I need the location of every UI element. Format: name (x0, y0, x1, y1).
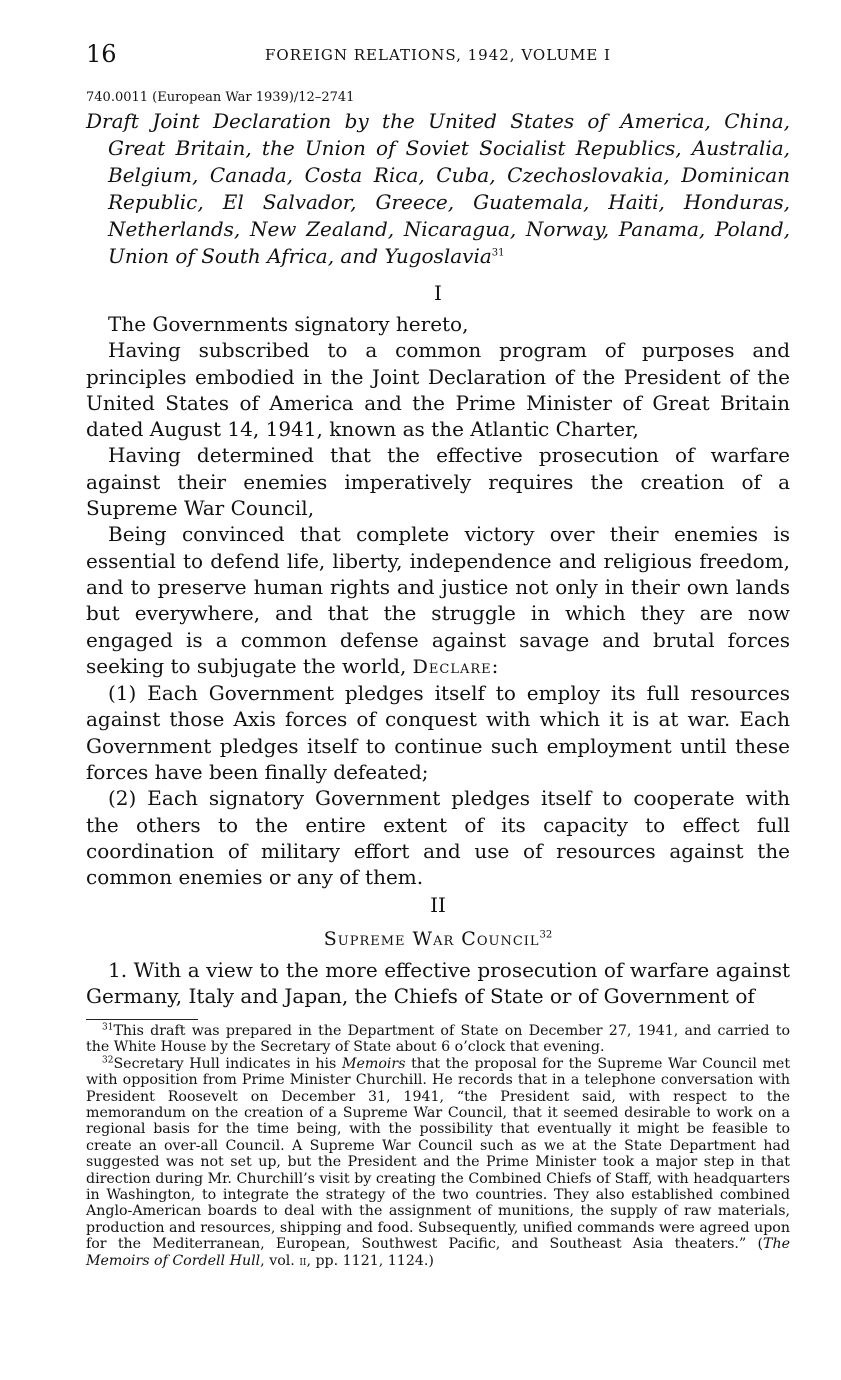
footnote-text-main: that the proposal for the Supreme War Council met with opposition from Prime Minister Churchill. He records that in a telephone conversation with President Roosevelt on December 31, 1941, “the President said, with respect to the memorandum on the creation of a Supreme War Council, that it seemed desirable to work on a regional basis for the time being, with the possibility that eventually it might be feasible to create an over-all Council. A Supreme War Council such as we at the State Department had suggested was not set up, but the President and the Prime Minister took a major step in that direction during Mr. Churchill’s visit by creating the Combined Chiefs of Staff, with headquarters in Washington, to integrate the strategy of the two countries. They also established combined Anglo-American boards to deal with the assignment of munitions, the supply of raw materials, production and resources, shipping and food. Subsequently, unified commands were agreed upon for the Mediterranean, European, Southwest Pacific, and Southeast Asia theaters.” ( (86, 1055, 791, 1253)
citation-pages: , pp. 1121, 1124.) (306, 1252, 434, 1269)
footnote-32 (86, 1056, 790, 1270)
footnotes (86, 1023, 790, 1270)
paragraph (86, 521, 790, 680)
paragraph: Having subscribed to a common program of purposes and principles embodied in the Joint Declaration of the President of the United States of America and the Prime Minister of Great Britain dated August 14, 1941, known as the Atlantic Charter, (86, 338, 790, 442)
section-heading-i: I (434, 281, 442, 305)
paragraph: The Governments signatory hereto, (108, 312, 469, 336)
running-title: FOREIGN RELATIONS, 1942, VOLUME I (265, 46, 611, 64)
document-title (86, 108, 790, 270)
footnote-ref-32: 32 (539, 929, 553, 941)
section-subheading (86, 926, 790, 950)
page-number: 16 (86, 40, 117, 68)
footnote-text: This draft was prepared in the Department of State on December 27, 1941, and carried to the White House by the Secretary of State about 6 o’clock that evening. (86, 1023, 790, 1056)
citation-title: The Memoirs of Cordell Hull (86, 1236, 790, 1269)
clause-1: (1) Each Government pledges itself to employ its full resources against those Axis forces of conquest with which it is at war. Each Government pledges itself to continue such employment until these forces have been finally defeated; (86, 681, 790, 785)
clause-2: (2) Each signatory Government pledges itself to cooperate with the others to the entire extent of its capacity to effect full coordination of military effort and use of resources against the common enemies or any of them. (86, 786, 790, 890)
declare-colon: : (491, 653, 499, 678)
subheading-text: Supreme War Council (323, 928, 540, 950)
citation-rest: , vol. (260, 1252, 300, 1269)
section-two-body (86, 957, 790, 1010)
section-one-body (86, 311, 790, 891)
footnote-text: Secretary Hull indicates in his (113, 1055, 337, 1072)
paragraph: Having determined that the effective prosecution of warfare against their enemies imperatively requires the creation of a Supreme War Council, (86, 443, 790, 521)
footnote-number: 31 (102, 1022, 114, 1033)
declare-word: Declare (412, 655, 492, 678)
paragraph: 1. With a view to the more effective prosecution of warfare against Germany, Italy and Japan, the Chiefs of State or of Government of (86, 958, 790, 1009)
title-text: Draft Joint Declaration by the United States of America, China, Great Britain, the Union of Soviet Socialist Republics, Australia, Belgium, Canada, Costa Rica, Cuba, Czechoslovakia, Dominican Republic, El Salvador, Greece, Guatemala, Haiti, Honduras, Netherlands, New Zealand, Nicaragua, Norway, Panama, Poland, Union of South Africa, and Yugoslavia (86, 109, 790, 268)
citation-volume: ii (299, 1253, 307, 1269)
footnote-number: 32 (102, 1055, 114, 1066)
footnote-divider (86, 1019, 198, 1020)
page-header (86, 40, 790, 70)
paragraph-text: Being convinced that complete victory over their enemies is essential to defend life, liberty, independence and religious freedom, and to preserve human rights and justice not only in their own lands but everywhere, and that the struggle in which they are now engaged is a common defense against savage and brutal forces seeking to subjugate the world, (86, 522, 790, 678)
section-heading-ii: II (430, 893, 446, 917)
file-reference: 740.0011 (European War 1939)/12–2741 (86, 90, 355, 105)
memoirs-word: Memoirs (341, 1055, 406, 1072)
footnote-31 (86, 1023, 790, 1056)
footnote-ref-31: 31 (491, 247, 505, 259)
